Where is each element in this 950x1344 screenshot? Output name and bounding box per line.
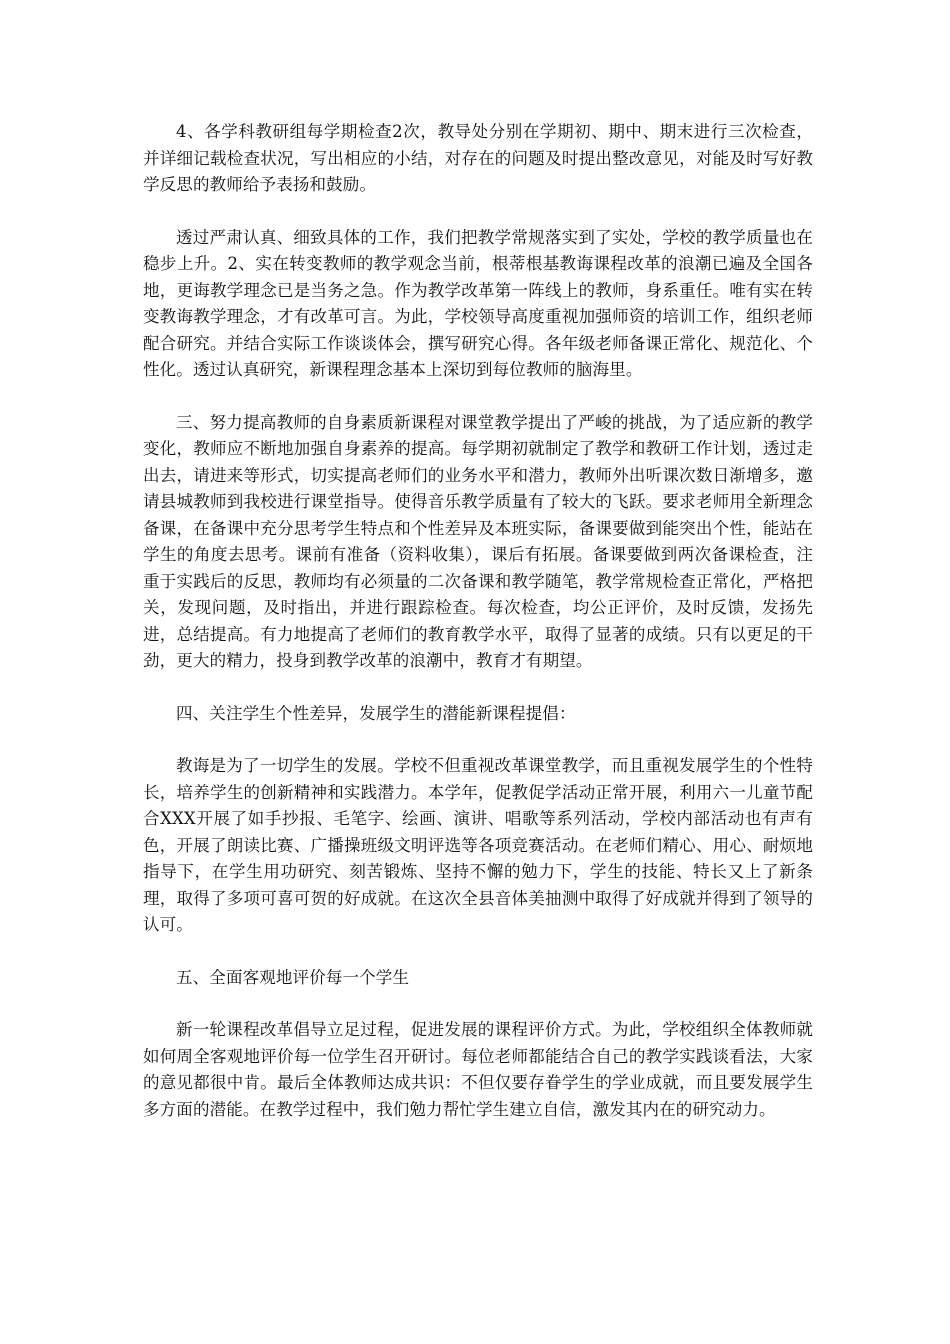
document-body [143, 119, 813, 1123]
paragraph-teaching-concept: 透过严肃认真、细致具体的工作，我们把教学常规落实到了实处，学校的教学质量也在稳步上升。2、实在转变教师的教学观念当前，根蒂根基教诲课程改革的浪潮已遍及全国各地，更诲教学理念已是当务之急。作为教学改革第一阵线上的教师，身系重任。唯有实在转变教诲教学理念，才有改革可言。为此，学校领导高度重视加强师资的培训工作，组织老师配合研究。并结合实际工作谈谈体会，撰写研究心得。各年级老师备课正常化、规范化、个性化。透过认真研究，新课程理念基本上深切到每位教师的脑海里。 [143, 227, 813, 379]
paragraph-inspection: 4、各学科教研组每学期检查2次，教导处分别在学期初、期中、期末进行三次检查，并详细记载检查状况，写出相应的小结，对存在的问题及时提出整改意见，对能及时写好教学反思的教师给予表扬和鼓励。 [143, 122, 813, 194]
paragraph-student-development: 教诲是为了一切学生的发展。学校不但重视改革课堂教学，而且重视发展学生的个性特长，培养学生的创新精神和实践潜力。本学年，促教促学活动正常开展，利用六一儿童节配合XXX开展了如手抄报、毛笔字、绘画、演讲、唱歌等系列活动，学校内部活动也有声有色，开展了朗读比赛、广播操班级文明评选等各项竞赛活动。在老师们精心、用心、耐烦地指导下，在学生用功研究、刻苦锻炼、坚持不懈的勉力下，学生的技能、特长又上了新条理，取得了多项可喜可贺的好成就。在这次全县音体美抽测中取得了好成就并得到了领导的认可。 [143, 756, 813, 934]
paragraph-evaluation: 新一轮课程改革倡导立足过程，促进发展的课程评价方式。为此，学校组织全体教师就如何周全客观地评价每一位学生召开研讨。每位老师都能结合自己的教学实践谈看法，大家的意见都很中肯。最后全体教师达成共识：不但仅要存眷学生的学业成就，而且要发展学生多方面的潜能。在教学过程中，我们勉力帮忙学生建立自信，激发其内在的研究动力。 [143, 1020, 813, 1119]
section-heading-evaluation: 五、全面客观地评价每一个学生 [176, 967, 410, 987]
paragraph-teacher-quality: 三、努力提高教师的自身素质新课程对课堂教学提出了严峻的挑战，为了适应新的教学变化，教师应不断地加强自身素养的提高。每学期初就制定了教学和教研工作计划，透过走出去，请进来等形式，切实提高老师们的业务水平和潜力，教师外出听课次数日渐增多，邀请县城教师到我校进行课堂指导。使得音乐教学质量有了较大的飞跃。要求老师用全新理念备课，在备课中充分思考学生特点和个性差异及本班实际，备课要做到能突出个性，能站在学生的角度去思考。课前有准备（资料收集），课后有拓展。备课要做到两次备课检查，注重于实践后的反思，教师均有必须量的二次备课和教学随笔，教学常规检查正常化，严格把关，发现问题，及时指出，并进行跟踪检查。每次检查，均公正评价，及时反馈，发扬先进，总结提高。有力地提高了老师们的教育教学水平，取得了显著的成绩。只有以更足的干劲，更大的精力，投身到教学改革的浪潮中，教育才有期望。 [143, 412, 813, 670]
section-heading-student-differences: 四、关注学生个性差异，发展学生的潜能新课程提倡： [176, 703, 576, 723]
